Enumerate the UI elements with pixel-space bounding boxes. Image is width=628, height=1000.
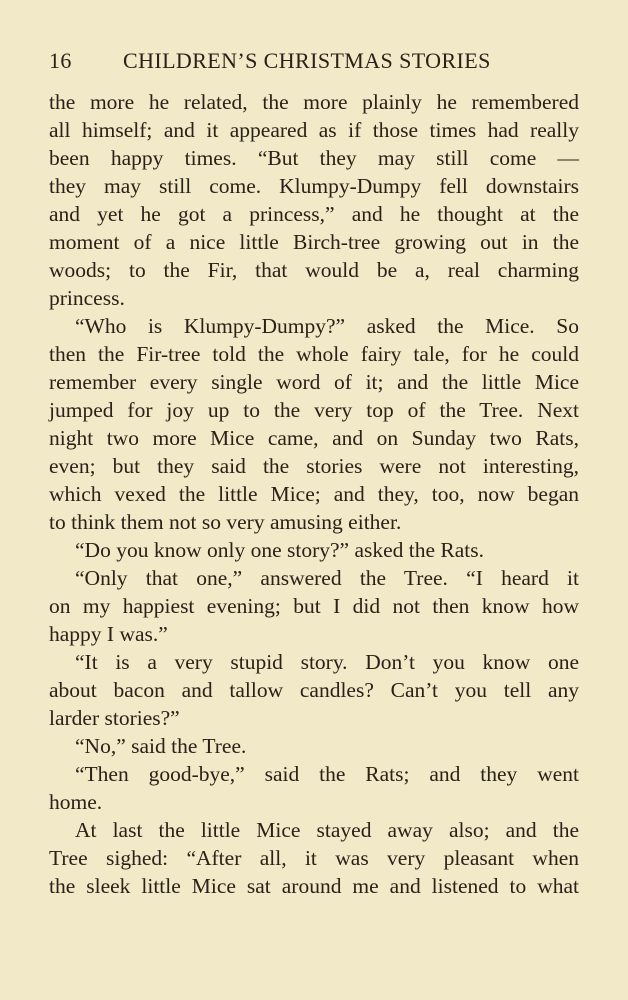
text-line: to think them not so very amusing either. xyxy=(49,510,402,534)
text-line: “Then good-bye,” said the Rats; and they went xyxy=(75,762,579,786)
text-line: the more he related, the more plainly he remembered xyxy=(49,90,579,114)
text-line: and yet he got a princess,” and he thought at the xyxy=(49,202,579,226)
text-line: “It is a very stupid story. Don’t you know one xyxy=(75,650,579,674)
text-line: Tree sighed: “After all, it was very pleasant when xyxy=(49,846,579,870)
text-line: “Do you know only one story?” asked the Rats. xyxy=(75,538,485,562)
page-header xyxy=(49,48,509,78)
body-text xyxy=(49,88,579,900)
text-line: princess. xyxy=(49,286,125,310)
text-line: home. xyxy=(49,790,103,814)
text-line: jumped for joy up to the very top of the Tree. Next xyxy=(49,398,579,422)
text-line: been happy times. “But they may still come — xyxy=(49,146,579,170)
text-line: happy I was.” xyxy=(49,622,168,646)
text-line: the sleek little Mice sat around me and listened to what xyxy=(49,874,579,898)
text-line: remember every single word of it; and the little Mice xyxy=(49,370,579,394)
text-line: on my happiest evening; but I did not then know how xyxy=(49,594,579,618)
text-line: larder stories?” xyxy=(49,706,180,730)
text-line: which vexed the little Mice; and they, too, now began xyxy=(49,482,579,506)
text-line: “Only that one,” answered the Tree. “I heard it xyxy=(75,566,579,590)
text-line: woods; to the Fir, that would be a, real charming xyxy=(49,258,579,282)
text-line: all himself; and it appeared as if those times had really xyxy=(49,118,579,142)
text-line: then the Fir-tree told the whole fairy tale, for he could xyxy=(49,342,579,366)
text-line: about bacon and tallow candles? Can’t you tell any xyxy=(49,678,579,702)
text-line: “No,” said the Tree. xyxy=(75,734,247,758)
text-line: even; but they said the stories were not interesting, xyxy=(49,454,579,478)
text-line: “Who is Klumpy-Dumpy?” asked the Mice. So xyxy=(75,314,579,338)
text-line: moment of a nice little Birch-tree growing out in the xyxy=(49,230,579,254)
text-line: night two more Mice came, and on Sunday two Rats, xyxy=(49,426,579,450)
text-line: At last the little Mice stayed away also; and the xyxy=(75,818,579,842)
page-number: 16 xyxy=(49,48,72,73)
running-title: CHILDREN’S CHRISTMAS STORIES xyxy=(123,48,491,73)
text-line: they may still come. Klumpy-Dumpy fell downstairs xyxy=(49,174,579,198)
